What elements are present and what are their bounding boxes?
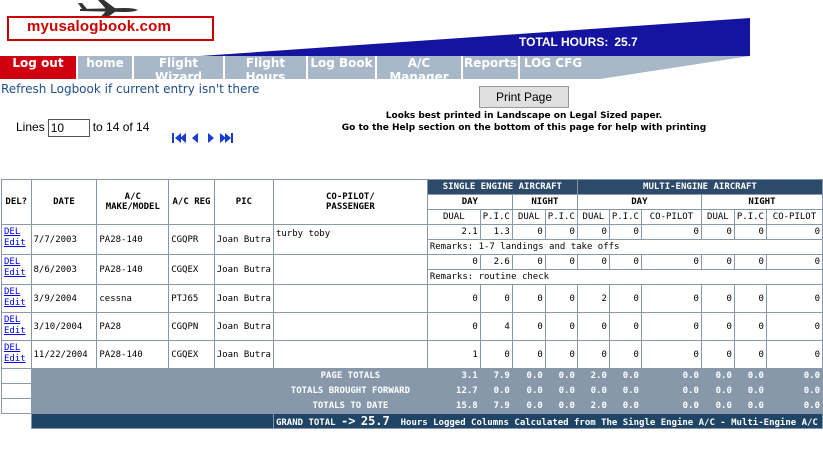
cell-hours: 0 <box>641 285 701 313</box>
lines-control <box>16 119 149 137</box>
print-note-help: Go to the Help section on the bottom of this page for help with printing <box>341 123 707 133</box>
nav-home[interactable]: home <box>78 56 134 79</box>
edit-link[interactable]: Edit <box>4 298 26 308</box>
se-night-pic: P.I.C <box>545 210 577 225</box>
grand-total: GRAND TOTAL -> 25.7 Hours Logged Columns Calculated from The Single Engine A/C - Multi-Engine A/C <box>273 414 822 429</box>
cell-model: cessna <box>97 285 169 313</box>
col-pic: PIC <box>214 180 273 225</box>
me-day-copilot: CO-PILOT <box>641 210 701 225</box>
grand-total-value: 25.7 <box>360 414 390 428</box>
cell-model: PA28-140 <box>97 341 169 369</box>
cell-reg: CGQPN <box>169 313 215 341</box>
totals-value: 0.0 <box>641 399 701 414</box>
cell-hours: 0 <box>545 341 577 369</box>
cell-pic: Joan Butra <box>214 225 273 255</box>
se-day-pic: P.I.C <box>480 210 512 225</box>
se-night-dual: DUAL <box>512 210 545 225</box>
cell-hours: 1.3 <box>480 225 512 240</box>
cell-hours: 0 <box>512 255 545 270</box>
totals-value: 0.0 <box>701 384 734 399</box>
edit-link[interactable]: Edit <box>4 354 26 364</box>
totals-row <box>2 384 823 399</box>
remarks: Remarks: 1-7 landings and take offs <box>427 240 822 255</box>
cell-copilot <box>273 255 427 285</box>
cell-hours: 0 <box>609 285 641 313</box>
row-actions <box>2 341 32 369</box>
cell-model: PA28-140 <box>97 255 169 285</box>
edit-link[interactable]: Edit <box>4 238 26 248</box>
se-day: DAY <box>427 195 512 210</box>
totals-value: 0.0 <box>480 384 512 399</box>
cell-hours: 2 <box>577 285 609 313</box>
totals-value: 0.0 <box>641 369 701 384</box>
total-hours <box>519 35 638 49</box>
cell-hours: 1 <box>427 341 480 369</box>
grand-total-note: Hours Logged Columns Calculated from The Single Engine A/C - Multi-Engine A/C <box>400 418 818 428</box>
cell-hours: 0 <box>609 341 641 369</box>
grand-total-row <box>2 414 823 429</box>
totals-row <box>2 399 823 414</box>
logo-text: myusalogbook.com <box>27 18 172 35</box>
totals-value: 3.1 <box>427 369 480 384</box>
logbook-body <box>2 225 823 369</box>
del-link[interactable]: DEL <box>4 257 21 267</box>
cell-hours: 0 <box>512 225 545 240</box>
cell-hours: 0 <box>480 285 512 313</box>
totals-value: 7.9 <box>480 399 512 414</box>
totals-value: 0.0 <box>512 399 545 414</box>
edit-link[interactable]: Edit <box>4 326 26 336</box>
cell-hours: 0 <box>512 341 545 369</box>
me-day: DAY <box>577 195 701 210</box>
cell-hours: 0 <box>480 341 512 369</box>
cell-hours: 0 <box>734 225 766 240</box>
cell-hours: 0 <box>641 341 701 369</box>
cell-hours: 0 <box>427 255 480 270</box>
cell-hours: 0 <box>609 313 641 341</box>
col-reg: A/C REG <box>169 180 215 225</box>
totals-value: 0.0 <box>766 399 822 414</box>
edit-link[interactable]: Edit <box>4 268 26 278</box>
table-row <box>2 255 823 270</box>
table-row <box>2 285 823 313</box>
totals-value: 2.0 <box>577 399 609 414</box>
totals-value: 0.0 <box>512 384 545 399</box>
se-night: NIGHT <box>512 195 577 210</box>
cell-hours: 0 <box>766 313 822 341</box>
totals-value: 0.0 <box>577 384 609 399</box>
table-row <box>2 341 823 369</box>
totals-value: 12.7 <box>427 384 480 399</box>
me-night: NIGHT <box>701 195 822 210</box>
nav-flight-hours[interactable]: Flight Hours <box>225 56 308 79</box>
print-note-landscape: Looks best printed in Landscape on Legal Sized paper. <box>385 111 663 121</box>
cell-hours: 0 <box>545 255 577 270</box>
totals-label: PAGE TOTALS <box>273 369 427 384</box>
totals-value: 0.0 <box>766 384 822 399</box>
del-link[interactable]: DEL <box>4 227 21 237</box>
cell-copilot <box>273 313 427 341</box>
totals-value: 0.0 <box>545 384 577 399</box>
nav-reports[interactable]: Reports <box>463 56 520 79</box>
previous-page-icon[interactable] <box>192 133 198 143</box>
cell-hours: 0 <box>701 313 734 341</box>
cell-hours: 0 <box>701 341 734 369</box>
row-actions <box>2 285 32 313</box>
next-page-icon[interactable] <box>208 133 214 143</box>
nav-divider-shape <box>600 56 750 79</box>
print-page-button[interactable]: Print Page <box>479 86 569 108</box>
cell-pic: Joan Butra <box>214 255 273 285</box>
col-make-model: A/C MAKE/MODEL <box>97 180 169 225</box>
table-row <box>2 313 823 341</box>
me-day-pic: P.I.C <box>609 210 641 225</box>
first-page-icon[interactable] <box>172 133 186 143</box>
cell-pic: Joan Butra <box>214 285 273 313</box>
me-night-pic: P.I.C <box>734 210 766 225</box>
cell-hours: 0 <box>545 285 577 313</box>
totals-value: 0.0 <box>701 399 734 414</box>
cell-model: PA28 <box>97 313 169 341</box>
cell-pic: Joan Butra <box>214 313 273 341</box>
cell-hours: 0 <box>577 313 609 341</box>
cell-hours: 0 <box>766 341 822 369</box>
cell-hours: 0 <box>641 225 701 240</box>
totals-value: 0.0 <box>545 399 577 414</box>
col-date: DATE <box>31 180 97 225</box>
totals-value: 0.0 <box>766 369 822 384</box>
header-banner <box>200 18 750 56</box>
cell-reg: CGQEX <box>169 341 215 369</box>
nav-log-cfg[interactable]: LOG CFG <box>523 56 583 70</box>
lines-input[interactable] <box>48 119 90 137</box>
cell-hours: 0 <box>701 225 734 240</box>
cell-hours: 0 <box>609 225 641 240</box>
last-page-icon[interactable] <box>220 133 233 143</box>
cell-hours: 0 <box>734 255 766 270</box>
nav-log-book[interactable]: Log Book <box>308 56 377 79</box>
total-hours-value: 25.7 <box>614 35 638 49</box>
totals-value: 0.0 <box>609 384 641 399</box>
group-multi-engine: MULTI-ENGINE AIRCRAFT <box>577 180 822 195</box>
cell-hours: 0 <box>734 341 766 369</box>
nav-logout[interactable]: Log out <box>0 56 78 79</box>
row-actions <box>2 225 32 255</box>
totals-label: TOTALS BROUGHT FORWARD <box>273 384 427 399</box>
totals-value: 2.0 <box>577 369 609 384</box>
cell-reg: CGQEX <box>169 255 215 285</box>
cell-hours: 0 <box>577 225 609 240</box>
totals-body <box>2 369 823 414</box>
cell-hours: 0 <box>577 255 609 270</box>
cell-hours: 0 <box>701 255 734 270</box>
totals-value: 0.0 <box>609 369 641 384</box>
cell-date: 8/6/2003 <box>31 255 97 285</box>
cell-hours: 0 <box>427 313 480 341</box>
logbook-table <box>1 179 823 429</box>
nav-ac-manager[interactable]: A/C Manager <box>377 56 463 79</box>
cell-hours: 0 <box>512 285 545 313</box>
nav-flight-wizard[interactable]: Flight Wizard <box>134 56 225 79</box>
cell-date: 7/7/2003 <box>31 225 97 255</box>
cell-hours: 0 <box>545 225 577 240</box>
del-link[interactable]: DEL <box>4 315 21 325</box>
cell-copilot <box>273 285 427 313</box>
lines-label: Lines <box>16 120 45 135</box>
logo[interactable] <box>7 16 214 41</box>
cell-hours: 0 <box>701 285 734 313</box>
cell-reg: CGQPR <box>169 225 215 255</box>
cell-hours: 0 <box>766 285 822 313</box>
cell-hours: 0 <box>734 313 766 341</box>
totals-value: 0.0 <box>734 384 766 399</box>
cell-hours: 0 <box>641 313 701 341</box>
totals-value: 0.0 <box>512 369 545 384</box>
cell-model: PA28-140 <box>97 225 169 255</box>
row-actions <box>2 313 32 341</box>
header <box>0 0 823 56</box>
del-link[interactable]: DEL <box>4 343 21 353</box>
remarks: Remarks: routine check <box>427 270 822 285</box>
se-day-dual: DUAL <box>427 210 480 225</box>
totals-row <box>2 369 823 384</box>
cell-hours: 0 <box>577 341 609 369</box>
nav-bar <box>0 56 750 84</box>
me-night-copilot: CO-PILOT <box>766 210 822 225</box>
del-link[interactable]: DEL <box>4 287 21 297</box>
cell-pic: Joan Butra <box>214 341 273 369</box>
table-row <box>2 225 823 240</box>
cell-hours: 4 <box>480 313 512 341</box>
cell-date: 11/22/2004 <box>31 341 97 369</box>
cell-hours: 2.1 <box>427 225 480 240</box>
group-single-engine: SINGLE ENGINE AIRCRAFT <box>427 180 577 195</box>
cell-hours: 0 <box>427 285 480 313</box>
cell-hours: 0 <box>766 255 822 270</box>
cell-hours: 0 <box>734 285 766 313</box>
cell-hours: 0 <box>609 255 641 270</box>
totals-value: 0.0 <box>609 399 641 414</box>
totals-value: 0.0 <box>641 384 701 399</box>
cell-hours: 0 <box>766 225 822 240</box>
cell-copilot: turby toby <box>273 225 427 255</box>
cell-copilot <box>273 341 427 369</box>
cell-date: 3/9/2004 <box>31 285 97 313</box>
cell-reg: PTJ65 <box>169 285 215 313</box>
cell-date: 3/10/2004 <box>31 313 97 341</box>
cell-hours: 2.6 <box>480 255 512 270</box>
col-del: DEL? <box>2 180 32 225</box>
lines-range: to 14 of 14 <box>92 120 150 135</box>
pager <box>172 129 234 148</box>
cell-hours: 0 <box>641 255 701 270</box>
totals-value: 0.0 <box>734 399 766 414</box>
cell-hours: 0 <box>512 313 545 341</box>
refresh-logbook-link[interactable]: Refresh Logbook if current entry isn't there <box>1 82 260 96</box>
col-copilot: CO-PILOT/ PASSENGER <box>273 180 427 225</box>
totals-value: 0.0 <box>701 369 734 384</box>
me-night-dual: DUAL <box>701 210 734 225</box>
total-hours-label: TOTAL HOURS: <box>519 35 609 49</box>
cell-hours: 0 <box>545 313 577 341</box>
totals-value: 15.8 <box>427 399 480 414</box>
totals-value: 7.9 <box>480 369 512 384</box>
totals-value: 0.0 <box>734 369 766 384</box>
totals-label: TOTALS TO DATE <box>273 399 427 414</box>
row-actions <box>2 255 32 285</box>
totals-value: 0.0 <box>545 369 577 384</box>
me-day-dual: DUAL <box>577 210 609 225</box>
